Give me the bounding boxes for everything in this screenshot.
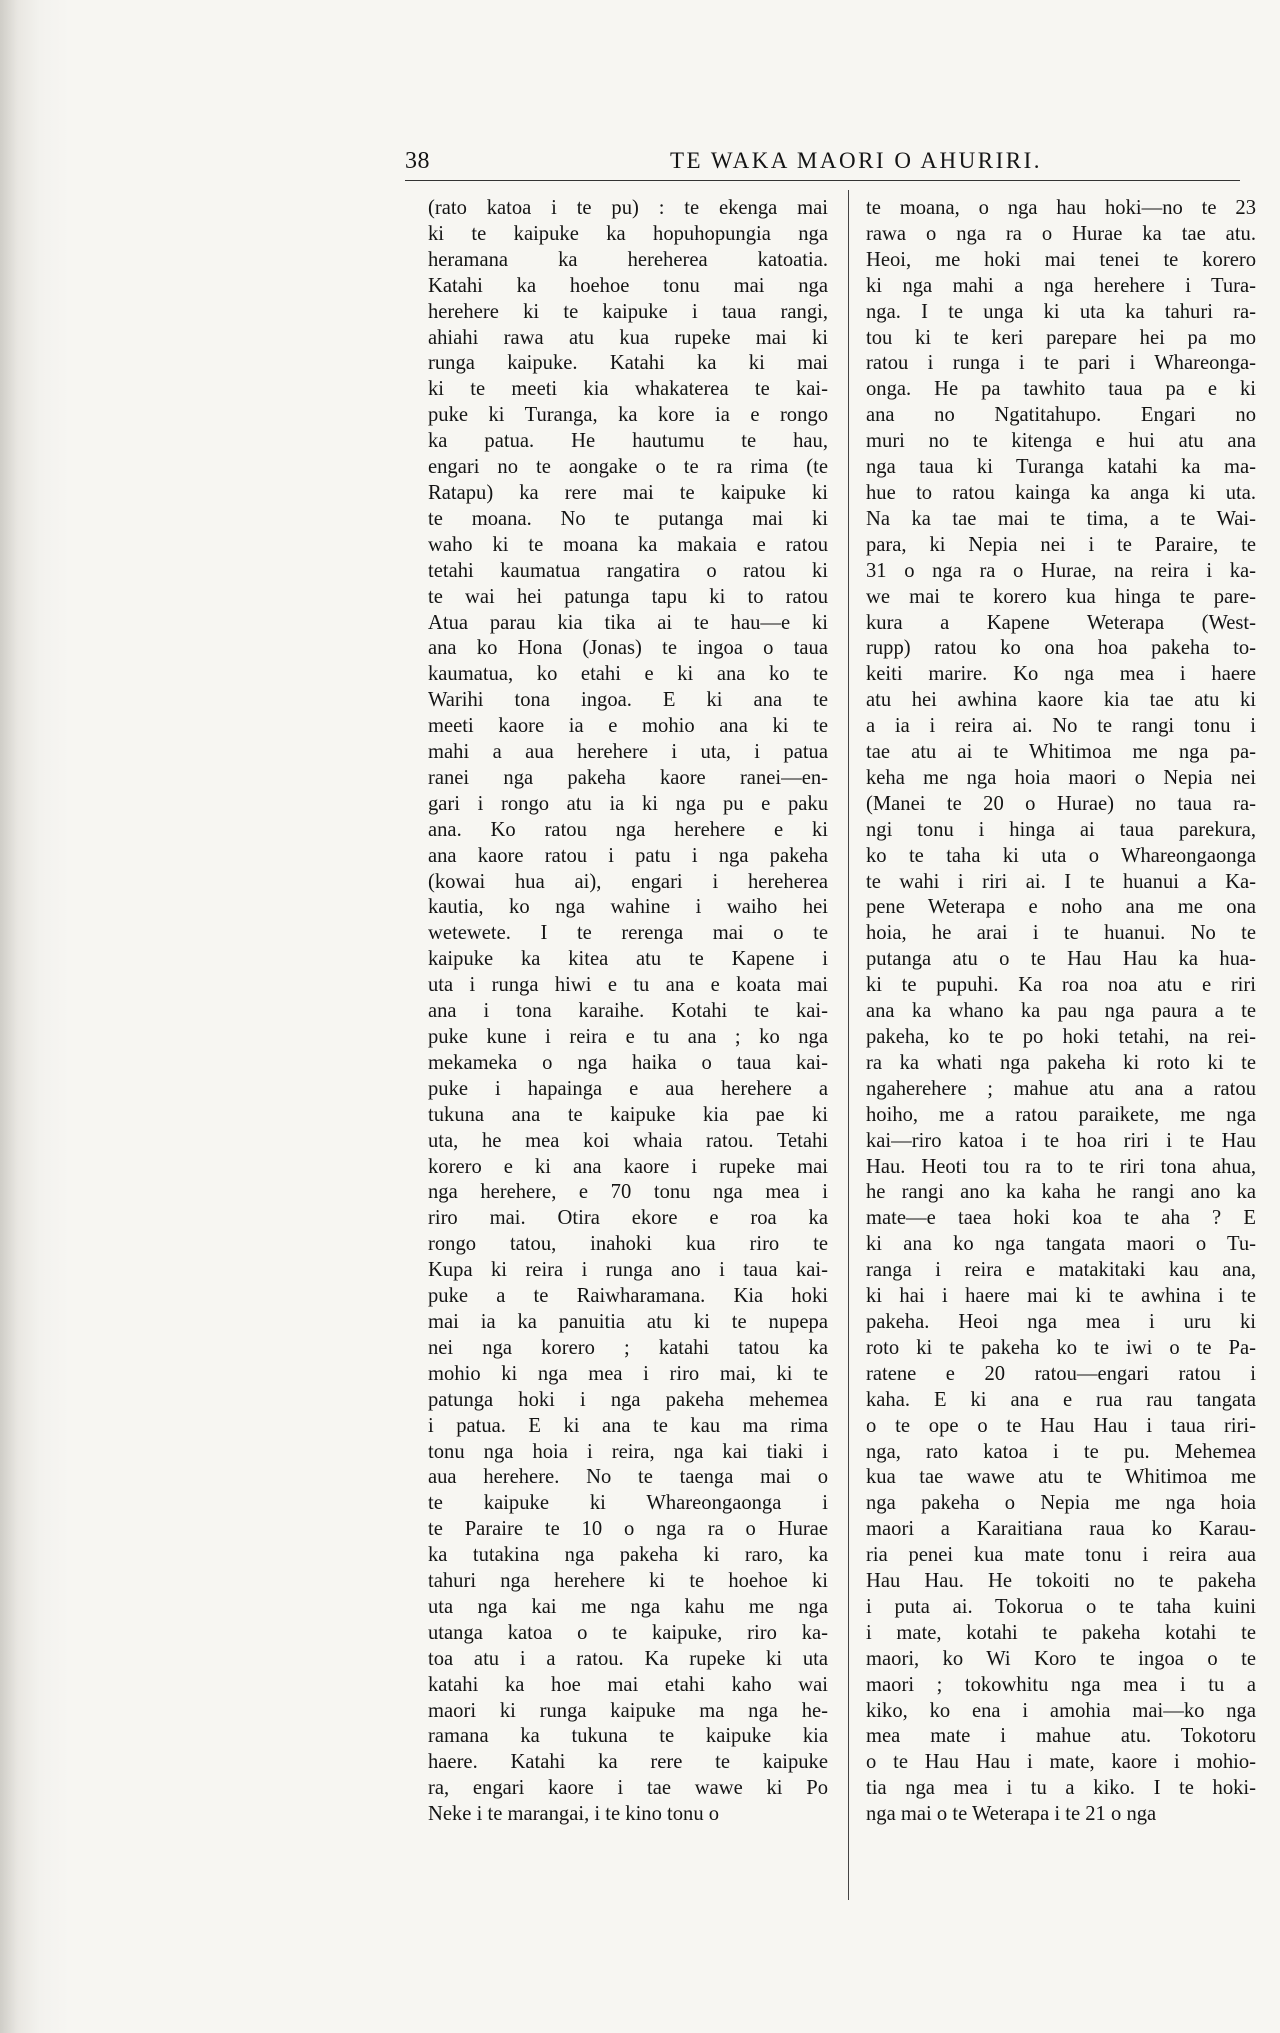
text-line: mea mate i mahue atu. Tokotoru [866,1725,1256,1748]
text-line: kaumatua, ko etahi e ki ana ko te [428,663,828,686]
text-line: heramana ka hereherea katoatia. [428,248,828,271]
text-line: (Manei te 20 o Hurae) no taua ra- [866,792,1256,815]
text-line: putanga atu o te Hau Hau ka hua- [866,948,1256,971]
column-divider [848,190,849,1900]
text-line: i mate, kotahi te pakeha kotahi te [866,1621,1256,1644]
text-line: ana ko Hona (Jonas) te ingoa o taua [428,637,828,660]
text-line: ana. Ko ratou nga herehere e ki [428,818,828,841]
text-line: i patua. E ki ana te kau ma rima [428,1414,828,1437]
text-line: ko te taha ki uta o Whareongaonga [866,844,1256,867]
text-line: keiti marire. Ko nga mea i haere [866,663,1256,686]
text-line: Hau. Heoti tou ra to te riri tona ahua, [866,1155,1256,1178]
text-line: kaipuke ka kitea atu te Kapene i [428,948,828,971]
text-line: Ratapu) ka rere mai te kaipuke ki [428,481,828,504]
text-line: mate—e taea hoki koa te aha ? E [866,1207,1256,1230]
text-line: ki te meeti kia whakaterea te kai- [428,378,828,401]
text-line: ki nga mahi a nga herehere i Tura- [866,274,1256,297]
text-line: o te ope o te Hau Hau i taua riri- [866,1414,1256,1437]
text-line: he rangi ano ka kaha he rangi ano ka [866,1181,1256,1204]
text-line: hoiho, me a ratou paraikete, me nga [866,1103,1256,1126]
left-column [428,196,828,1828]
text-line: (kowai hua ai), engari i hereherea [428,870,828,893]
text-line: ratene e 20 ratou—engari ratou i [866,1362,1256,1385]
text-line: mohio ki nga mea i riro mai, ki te [428,1362,828,1385]
page-number: 38 [405,148,430,174]
text-line: Hau Hau. He tokoiti no te pakeha [866,1570,1256,1593]
text-line: engari no te aongake o te ra rima (te [428,456,828,479]
text-line: tia nga mea i tu a kiko. I te hoki- [866,1777,1256,1800]
text-line: uta nga kai me nga kahu me nga [428,1595,828,1618]
text-line: Warihi tona ingoa. E ki ana te [428,689,828,712]
text-line: Kupa ki reira i runga ano i taua kai- [428,1259,828,1282]
text-line: uta i runga hiwi e tu ana e koata mai [428,974,828,997]
journal-title: TE WAKA MAORI O AHURIRI. [670,148,1042,173]
text-line: mahi a aua herehere i uta, i patua [428,741,828,764]
text-line: te wahi i riri ai. I te huanui a Ka- [866,870,1256,893]
text-line: (rato katoa i te pu) : te ekenga mai [428,197,828,219]
text-line: kautia, ko nga wahine i waiho hei [428,896,828,919]
text-line: herehere ki te kaipuke i taua rangi, [428,300,828,323]
text-line: Atua parau kia tika ai te hau—e ki [428,611,828,634]
text-line: ka patua. He hautumu te hau, [428,430,828,453]
text-line: ana i tona karaihe. Kotahi te kai- [428,1000,828,1023]
text-line: we mai te korero kua hinga te pare- [866,585,1256,608]
text-line: ana no Ngatitahupo. Engari no [866,404,1256,427]
text-line: maori ki runga kaipuke ma nga he- [428,1699,828,1722]
text-line: mekameka o nga haika o taua kai- [428,1051,828,1074]
text-line: ria penei kua mate tonu i reira aua [866,1544,1256,1567]
text-line: haere. Katahi ka rere te kaipuke [428,1751,828,1774]
text-line: tonu nga hoia i reira, nga kai tiaki i [428,1440,828,1463]
text-line: nga pakeha o Nepia me nga hoia [866,1492,1256,1515]
text-line: ka tutakina nga pakeha ki raro, ka [428,1544,828,1567]
text-line: tae atu ai te Whitimoa me nga pa- [866,741,1256,764]
text-line: uta, he mea koi whaia ratou. Tetahi [428,1129,828,1152]
text-line: te wai hei patunga tapu ki to ratou [428,585,828,608]
binding-gutter [0,0,70,2033]
text-line: meeti kaore ia e mohio ana ki te [428,715,828,738]
text-line: rongo tatou, inahoki kua riro te [428,1233,828,1256]
text-line: maori, ko Wi Koro te ingoa o te [866,1647,1256,1670]
text-line: maori a Karaitiana raua ko Karau- [866,1518,1256,1541]
text-line: kai—riro katoa i te hoa riri i te Hau [866,1129,1256,1152]
text-line: nga. I te unga ki uta ka tahuri ra- [866,300,1256,323]
text-line: toa atu i a ratou. Ka rupeke ki uta [428,1647,828,1670]
text-line: puke i hapainga e aua herehere a [428,1077,828,1100]
text-line: te moana. No te putanga mai ki [428,507,828,530]
text-line: wetewete. I te rerenga mai o te [428,922,828,945]
text-line: te moana, o nga hau hoki—no te 23 [866,197,1256,219]
text-line: puke a te Raiwharamana. Kia hoki [428,1285,828,1308]
text-line: puke ki Turanga, ka kore ia e rongo [428,404,828,427]
text-line: 31 o nga ra o Hurae, na reira i ka- [866,559,1256,582]
text-line: tukuna ana te kaipuke kia pae ki [428,1103,828,1126]
text-line: gari i rongo atu ia ki nga pu e paku [428,792,828,815]
text-line: rawa o nga ra o Hurae ka tae atu. [866,222,1256,245]
text-line: te Paraire te 10 o nga ra o Hurae [428,1518,828,1541]
text-line: puke kune i reira e tu ana ; ko nga [428,1026,828,1048]
text-line: ranga i reira e matakitaki kau ana, [866,1259,1256,1282]
text-line: hue to ratou kainga ka anga ki uta. [866,481,1256,504]
text-line: katahi ka hoe mai etahi kaho wai [428,1673,828,1696]
text-line: riro mai. Otira ekore e roa ka [428,1207,828,1230]
text-line: mai ia ka panuitia atu ki te nupepa [428,1310,828,1333]
text-line: keha me nga hoia maori o Nepia nei [866,766,1256,789]
right-column [866,196,1256,1828]
text-line: te kaipuke ki Whareongaonga i [428,1492,828,1515]
text-line: ki hai i haere mai ki te awhina i te [866,1285,1256,1308]
text-line: ana ka whano ka pau nga paura a te [866,1000,1256,1023]
text-line: kura a Kapene Weterapa (West- [866,611,1256,634]
text-line: tetahi kaumatua rangatira o ratou ki [428,559,828,582]
text-line: nga mai o te Weterapa i te 21 o nga [866,1803,1157,1826]
text-line: tou ki te keri parepare hei pa mo [866,326,1256,349]
text-line: runga kaipuke. Katahi ka ki mai [428,352,828,375]
text-line: ki te pupuhi. Ka roa noa atu e riri [866,974,1256,997]
text-line: waho ki te moana ka makaia e ratou [428,533,828,556]
text-line: a ia i reira ai. No te rangi tonu i [866,715,1256,738]
text-line: ana kaore ratou i patu i nga pakeha [428,844,828,867]
text-line: kaha. E ki ana e rua rau tangata [866,1388,1256,1411]
text-line: maori ; tokowhitu nga mea i tu a [866,1673,1256,1696]
text-line: ki te kaipuke ka hopuhopungia nga [428,222,828,245]
text-line: ki ana ko nga tangata maori o Tu- [866,1233,1256,1256]
text-line: ra ka whati nga pakeha ki roto ki te [866,1051,1256,1074]
text-line: para, ki Nepia nei i te Paraire, te [866,533,1256,556]
text-line: Na ka tae mai te tima, a te Wai- [866,507,1256,530]
text-line: ratou i runga i te pari i Whareonga- [866,352,1256,375]
text-line: nga taua ki Turanga katahi ka ma- [866,456,1256,479]
text-line: nga herehere, e 70 tonu nga mea i [428,1181,828,1204]
text-line: nga, rato katoa i te pu. Mehemea [866,1440,1256,1463]
text-line: kiko, ko ena i amohia mai—ko nga [866,1699,1256,1722]
text-line: Katahi ka hoehoe tonu mai nga [428,274,828,297]
text-line: Neke i te marangai, i te kino tonu o [428,1803,720,1826]
text-line: aua herehere. No te taenga mai o [428,1466,828,1489]
text-line: tahuri nga herehere ki te hoehoe ki [428,1570,828,1593]
text-line: ngi tonu i hinga ai taua parekura, [866,818,1256,841]
text-line: ngaherehere ; mahue atu ana a ratou [866,1077,1256,1100]
text-line: patunga hoki i nga pakeha mehemea [428,1388,828,1411]
text-line: atu hei awhina kaore kia tae atu ki [866,689,1256,712]
running-head [405,148,1240,176]
header-rule [405,180,1240,181]
text-line: i puta ai. Tokorua o te taha kuini [866,1595,1256,1618]
text-line: o te Hau Hau i mate, kaore i mohio- [866,1751,1256,1774]
text-line: rupp) ratou ko ona hoa pakeha to- [866,637,1256,660]
text-line: kua tae wawe atu te Whitimoa me [866,1466,1256,1489]
text-line: utanga katoa o te kaipuke, riro ka- [428,1621,828,1644]
text-line: roto ki te pakeha ko te iwi o te Pa- [866,1336,1256,1359]
text-line: ahiahi rawa atu kua rupeke mai ki [428,326,828,349]
text-line: ramana ka tukuna te kaipuke kia [428,1725,828,1748]
text-line: Heoi, me hoki mai tenei te korero [866,248,1256,271]
text-line: ranei nga pakeha kaore ranei—en- [428,766,828,789]
text-line: korero e ki ana kaore i rupeke mai [428,1155,828,1178]
text-line: pakeha. Heoi nga mea i uru ki [866,1310,1256,1333]
text-line: pene Weterapa e noho ana me ona [866,896,1256,919]
text-line: hoia, he arai i te huanui. No te [866,922,1256,945]
text-line: ra, engari kaore i tae wawe ki Po [428,1777,828,1800]
text-line: pakeha, ko te po hoki tetahi, na rei- [866,1026,1256,1048]
text-line: nei nga korero ; katahi tatou ka [428,1336,828,1359]
text-line: onga. He pa tawhito taua pa e ki [866,378,1256,401]
text-line: muri no te kitenga e hui atu ana [866,430,1256,453]
